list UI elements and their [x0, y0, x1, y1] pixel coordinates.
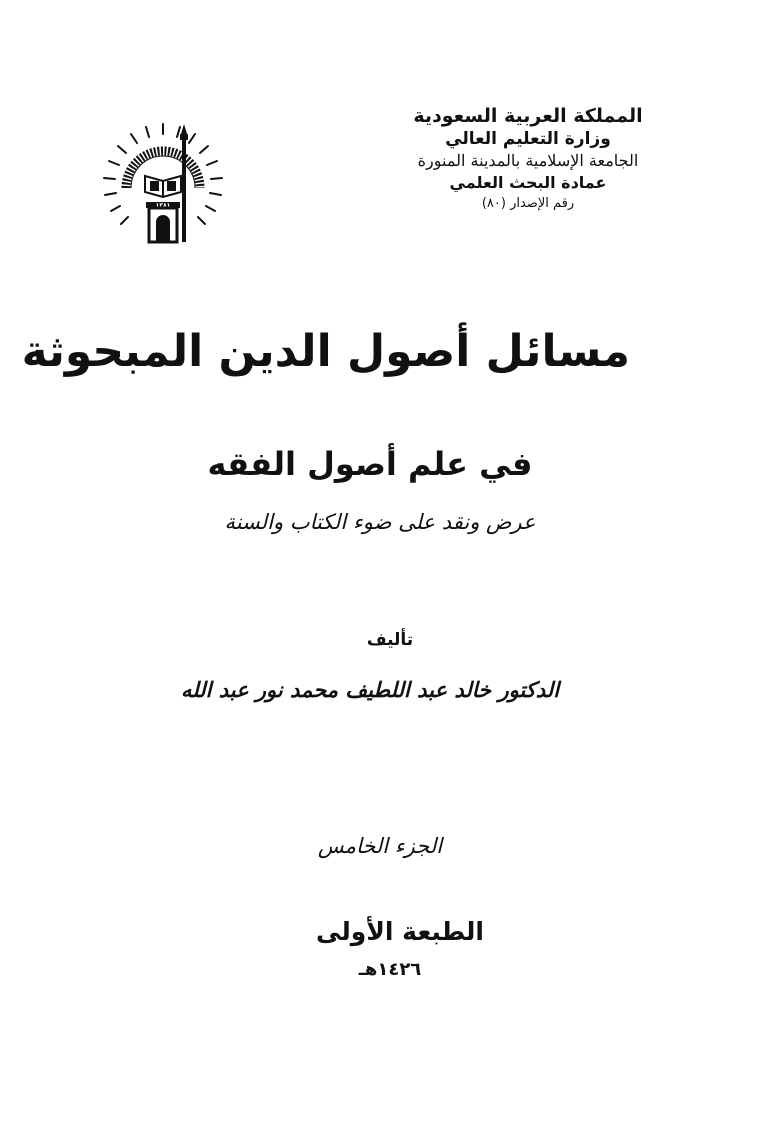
publication-year: ١٤٢٦هـ	[358, 959, 422, 980]
author-name: الدكتور خالد عبد اللطيف محمد نور عبد الله	[180, 677, 560, 702]
university-emblem-icon	[98, 118, 228, 248]
book-subtitle: في علم أصول الفقه	[207, 445, 533, 483]
deanship-name: عمادة البحث العلمي	[449, 173, 607, 192]
emblem-year-text: ١٣٨١	[155, 202, 171, 209]
country-name: المملكة العربية السعودية	[413, 105, 643, 127]
edition-label: الطبعة الأولى	[316, 917, 484, 946]
ministry-name: وزارة التعليم العالي	[445, 129, 611, 149]
volume-number: الجزء الخامس	[317, 834, 443, 858]
book-title: مسائل أصول الدين المبحوثة	[21, 326, 630, 377]
issue-number: رقم الإصدار (٨٠)	[481, 196, 575, 211]
publisher-header	[378, 104, 678, 214]
book-description: عرض ونقد على ضوء الكتاب والسنة	[224, 510, 536, 534]
author-label: تأليف	[366, 630, 414, 650]
university-name: الجامعة الإسلامية بالمدينة المنورة	[417, 151, 639, 170]
